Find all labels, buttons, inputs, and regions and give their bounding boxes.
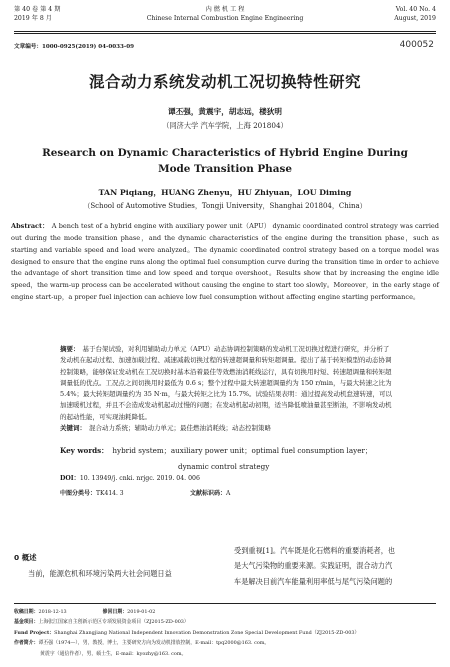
abstract-chinese-block (60, 344, 394, 434)
doc-code: 文献标识码：A (190, 490, 231, 497)
doi-label: DOI： (60, 475, 80, 482)
running-header (14, 6, 436, 30)
footnote-rule (14, 603, 436, 604)
page-code: 400052 (399, 40, 434, 50)
keywords-cn-label: 关键词： (60, 424, 86, 433)
footnotes (14, 607, 440, 659)
section-heading: 0 概述 (14, 553, 37, 562)
affiliation-english: （School of Automotive Studies，Tongji University，Shanghai 201804，China） (83, 202, 367, 210)
author-bio: 作者简介：谭丕强（1974—），男，教授，博士，主要研究方向为发动机排放控制，E-mail：tpq2000@163. com。 (14, 640, 270, 647)
abstract-cn-text: 基于台架试验，对利用辅助动力单元（APU）动态协调控制策略的发动机工况切换过程进行研究，并分析了发动机在起动过程、加速加载过程、减速减载切换过程的转速超调量和转矩超调量。提出了基于转矩模型的动态协调控制策略，能够保证发动机在工况切换时基本沿着最佳等效燃油消耗线运行，具有切换用时短、转速超调量和转矩超调量低的优点。工况点之间切换用时最低为 0.6 s；整个过程中最大转速超调量约为 150 r/min，与最大转速之比为 5.4%；最大转矩超调量约为 35 N·m，与最大转矩之比为 15.7%。试验结果表明：通过提高发动机怠速转速，可以加速暖机过程，并且不会造成发动机起动过慢的问题；在发动机起动初期，适当降低喷油量甚至断油，不影响发动机的起动性能，可实现油耗降低。 (60, 345, 393, 421)
classification-info (60, 488, 394, 497)
abstract-cn-label: 摘要： (60, 345, 80, 353)
header-rule-thin (14, 33, 436, 34)
journal-volume-issue: 第 40 卷 第 4 期 2019 年 8 月 (14, 6, 61, 22)
keywords-en-label: Key words： (60, 446, 109, 455)
corresponding-author: 黄震宇（通信作者），男，硕士生，E-mail：kyozhy@163. com。 (40, 650, 187, 657)
doi-value: 10. 13949/j. cnki. nrjgc. 2019. 04. 006 (79, 475, 200, 482)
abstract-chinese (60, 344, 394, 423)
keywords-en-line1: hybrid system；auxiliary power unit；optimal fuel consumption layer； (112, 446, 373, 455)
abstract-english (11, 221, 439, 304)
keywords-en-line2: dynamic control strategy (178, 462, 270, 471)
journal-name: 内 燃 机 工 程 Chinese Internal Combustion Engine Engineering (146, 6, 304, 22)
abstract-text: A bench test of a hybrid engine with auxiliary power unit（APU） dynamic coordinated control strategy was carried out during the mode transition phase，and the dynamic characteristics of the engine during the transition phase，such as starting and variable speed and load were analyzed。The dynamic coordinated control strategy based on a torque model was designed to ensure that the engine runs along the optimal fuel consumption curve during the transition time in order to achieve the advantage of short transition time and low speed and torque overshoot。Results show that by increasing the engine idle speed，the warm-up process can be accelerated without causing the engine to start too slowly。Moreover，in the early stage of engine start-up，a proper fuel injection can achieve low fuel consumption without affecting engine starting performance。 (11, 222, 439, 302)
keywords-cn-text: 混合动力系统；辅助动力单元；最佳燃油消耗线；动态控制策略 (89, 424, 271, 433)
article-number: 文章编号：1000-0925(2019) 04-0033-09 (14, 44, 135, 50)
doi (60, 473, 200, 482)
fund-chinese: 基金项目：上海张江国家自主创新示范区专项发展资金项目（ZJ2015-ZD-003） (14, 619, 189, 626)
fund-english: Fund Project：Shanghai Zhangjiang National Independent Innovation Demonstration Zone Special Development Fund（ZJ2015-ZD-003） (14, 629, 360, 636)
affiliation-chinese: （同济大学 汽车学院，上海 201804） (162, 121, 288, 130)
title-english: Research on Dynamic Characteristics of Hybrid Engine During Mode Transition Phase (42, 147, 408, 175)
keywords-english (60, 443, 394, 475)
clc-label: 中图分类号： (60, 490, 97, 497)
intro-right-column: 受到重视[1]。汽车既是化石燃料的重要消耗者，也 是大气污染物的重要来源。实践证明，混合动力汽 车是解决目前汽车能量利用率低与尾气污染问题的 (234, 546, 396, 586)
header-rule (14, 31, 436, 32)
abstract-label: Abstract： (11, 222, 49, 230)
clc-value: TK414. 3 (96, 490, 124, 497)
keywords-chinese (60, 423, 394, 434)
intro-left-column: 当前，能源危机和环境污染两大社会问题日益 (28, 569, 172, 578)
journal-volume-issue-en: Vol. 40 No. 4 August, 2019 (394, 6, 436, 22)
title-chinese: 混合动力系统发动机工况切换特性研究 (88, 73, 361, 91)
authors-english: TAN Piqiang，HUANG Zhenyu，HU Zhiyuan，LOU Diming (98, 188, 352, 197)
authors-chinese: 谭丕强，黄震宇，胡志远，楼狄明 (168, 107, 282, 116)
dates: 收稿日期：2018-12-13 修回日期：2019-01-02 (14, 609, 156, 615)
